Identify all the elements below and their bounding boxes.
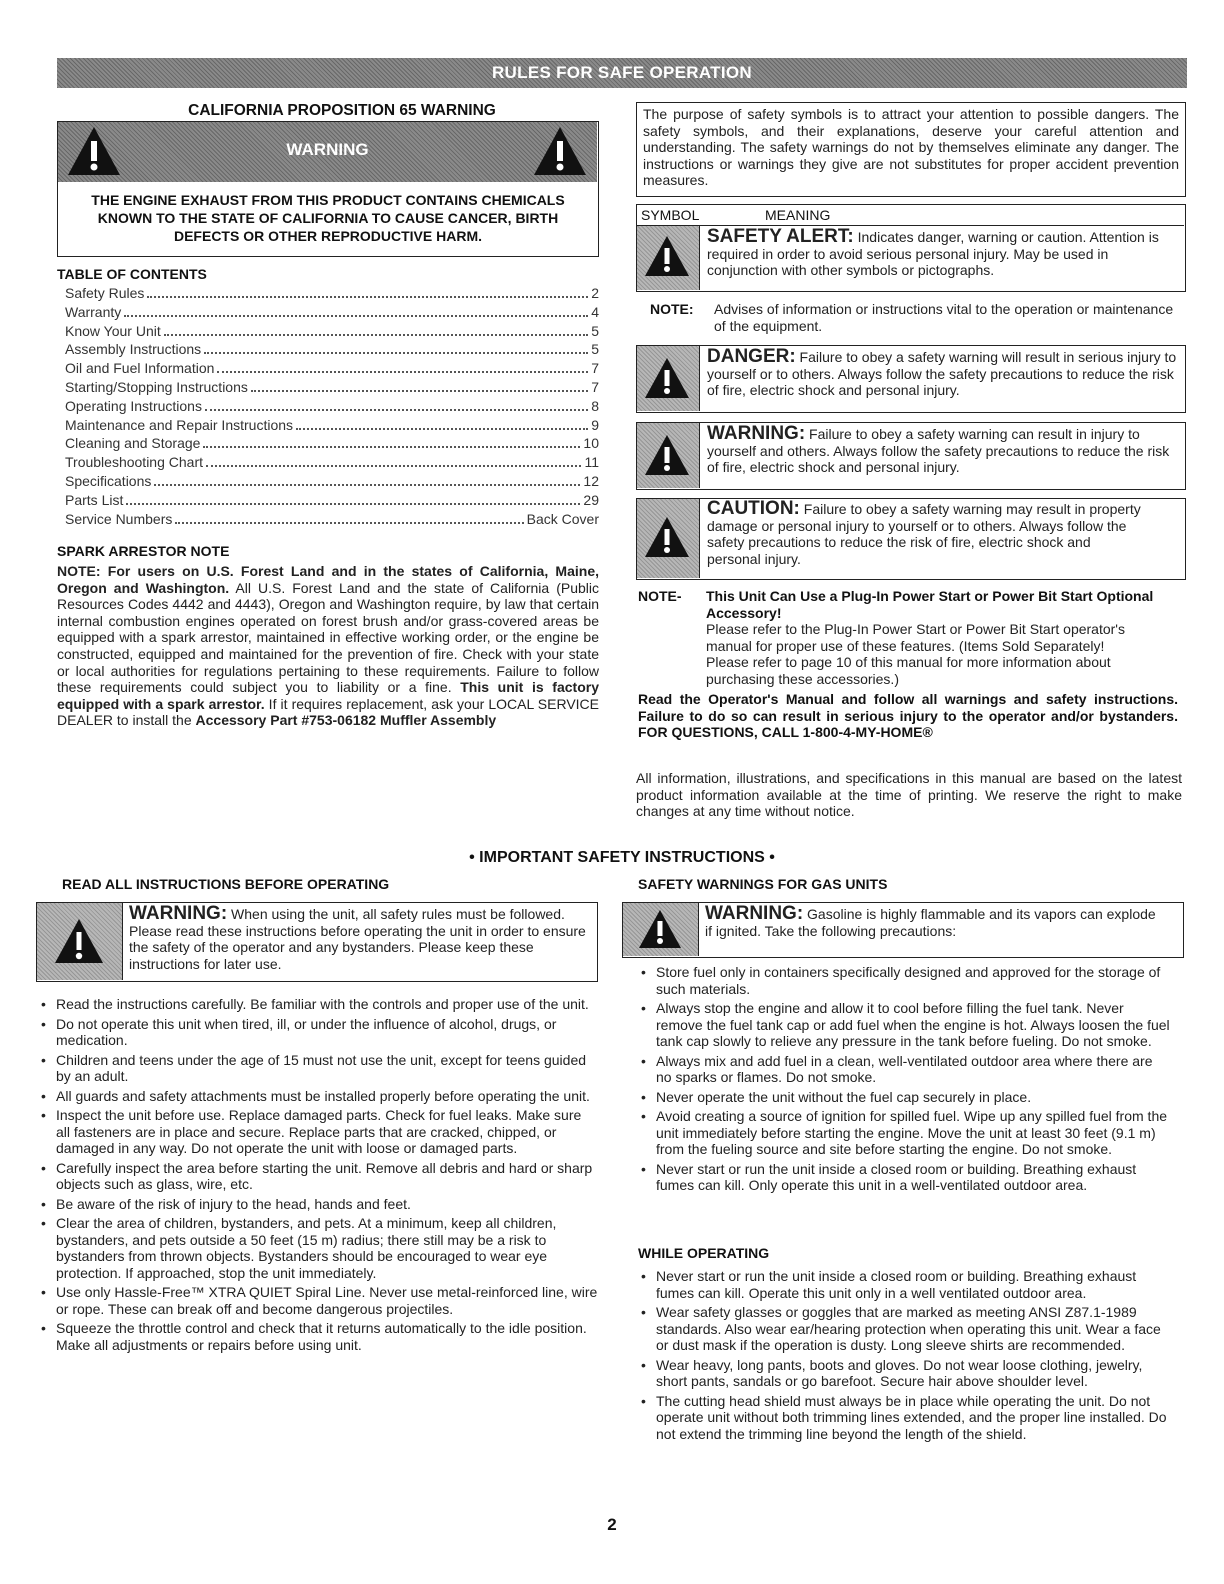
safety-alert-icon: [643, 234, 691, 278]
toc-label: Specifications: [65, 472, 152, 489]
toc-page: 5: [591, 322, 599, 339]
right-warning-box: [622, 902, 1184, 958]
list-item: • Be aware of the risk of injury to the head, hands and feet.: [38, 1196, 598, 1213]
page-number: 2: [607, 1515, 617, 1534]
right-warning-text: Gasoline is highly flammable and its vapors can explode if ignited. Take the following precautions:: [705, 906, 1156, 939]
prop65-warning-text: THE ENGINE EXHAUST FROM THIS PRODUCT CONTAINS CHEMICALS KNOWN TO THE STATE OF CALIFORNIA TO CAUSE CANCER, BIRTH DEFECTS OR OTHER REPRODUCTIVE HARM.: [91, 192, 565, 244]
list-item: • Always stop the engine and allow it to cool before filling the fuel tank. Never remove the fuel tank cap or add fuel when the engine is hot. Always loosen the fuel tank cap slowly to relieve any pressure in the tank before fueling. Do not smoke.: [638, 1000, 1170, 1050]
toc-row: [65, 454, 599, 473]
spark-body-1: All U.S. Forest Land and the state of California (Public Resources Codes 4442 and 4443), Oregon and Washington require, by law that certain internal combustion engines operated on forest brush and/or grass-covered areas be equipped with a spark arrestor, maintained in effective working order, or the engine be constructed, equipped and maintained for the prevention of fire. Check with your state or local authorities for regulations pertaining to these requirements. Failure to follow these requirements could subject you to liability or a fine.: [57, 579, 599, 696]
caution-word: CAUTION:: [707, 498, 800, 519]
toc-leader: [251, 390, 588, 392]
spark-note-body: [57, 563, 599, 729]
note2-bold: This Unit Can Use a Plug-In Power Start or Power Bit Start Optional Accessory!: [706, 588, 1154, 621]
warning-symbol-panel: [637, 423, 700, 488]
left-instructions-list: [38, 996, 598, 1356]
note2-label: NOTE-: [638, 588, 682, 604]
spark-bold-intro: NOTE: For users on U.S. Forest Land and in the states of California, Maine, Oregon and Washington.: [57, 563, 599, 596]
caution-text: Failure to obey a safety warning may result in property damage or personal injury to yourself or to others. Always follow the safety precautions to reduce the risk of fire, electric shock and personal injury.: [707, 501, 1141, 567]
toc-row: [65, 323, 599, 342]
warning-alert-icon: [53, 917, 105, 965]
while-operating-list: [638, 1268, 1176, 1445]
list-item: • Never operate the unit without the fuel cap securely in place.: [638, 1089, 1170, 1106]
toc-leader: [203, 446, 580, 448]
toc-label: Warranty: [65, 303, 122, 320]
toc-row: [65, 435, 599, 454]
danger-symbol-panel: [637, 346, 700, 411]
toc-leader: [205, 409, 588, 411]
symbols-intro-text: The purpose of safety symbols is to attract your attention to possible dangers. The safety symbols, and their explanations, deserve your careful attention and understanding. The safety warnings do not by themselves eliminate any danger. The instructions or warnings they give are not substitutes for proper accident prevention measures.: [643, 106, 1179, 189]
left-warning-meaning: [129, 903, 591, 972]
danger-alert-icon: [643, 356, 691, 400]
prop65-warning-box: [57, 121, 599, 257]
table-of-contents: [65, 285, 599, 529]
toc-heading: TABLE OF CONTENTS: [57, 266, 207, 282]
right-warning-meaning: [705, 903, 1165, 939]
toc-page: Back Cover: [526, 510, 599, 527]
section-banner: [57, 58, 1187, 88]
list-item: • Never start or run the unit inside a closed room or building. Breathing exhaust fumes can kill. Operate this unit only in a well ventilated outdoor area.: [638, 1268, 1176, 1301]
left-warning-word: WARNING:: [129, 903, 228, 924]
warning-meaning: [707, 423, 1181, 476]
toc-page: 9: [591, 416, 599, 433]
toc-label: Troubleshooting Chart: [65, 454, 204, 471]
note2-text: Please refer to the Plug-In Power Start or Power Bit Start operator's manual for proper use of these features. (Items Sold Separately! Please refer to page 10 of this manual for more information about purchasing these accessories.): [706, 621, 1125, 687]
spark-heading: SPARK ARRESTOR NOTE: [57, 543, 230, 559]
note-text: Advises of information or instructions vital to the operation or maintenance of the equipment.: [714, 301, 1174, 334]
col-meaning: MEANING: [765, 207, 831, 223]
list-item: • Wear safety glasses or goggles that are marked as meeting ANSI Z87.1-1989 standards. Also wear ear/hearing protection when operating this unit. Wear a face or dust mask if the operation is dusty. Long sleeve shirts are recommended.: [638, 1304, 1176, 1354]
warning-alert-icon: [637, 908, 683, 950]
symbol-table-header: [637, 205, 1184, 226]
list-item: • Inspect the unit before use. Replace damaged parts. Check for fuel leaks. Make sure all fasteners are in place and secure. Replace parts that are cracked, chipped, or damaged in any way. Do not operate the unit with loose or damaged parts.: [38, 1107, 598, 1157]
toc-page: 29: [583, 491, 599, 508]
right-heading: SAFETY WARNINGS FOR GAS UNITS: [638, 876, 888, 892]
caution-alert-icon: [643, 515, 691, 559]
note2-block: [706, 588, 1156, 687]
toc-label: Cleaning and Storage: [65, 435, 201, 452]
toc-label: Know Your Unit: [65, 322, 161, 339]
col-symbol: SYMBOL: [641, 207, 700, 223]
while-operating-heading: WHILE OPERATING: [638, 1245, 770, 1261]
safety-alert-symbol-panel: [637, 226, 700, 290]
prop65-warning-bar: [58, 122, 597, 182]
symbols-intro-box: [636, 102, 1186, 197]
danger-meaning: [707, 346, 1181, 399]
list-item: • Children and teens under the age of 15 must not use the unit, except for teens guided by an adult.: [38, 1052, 598, 1085]
warning-alert-icon: [643, 433, 691, 477]
toc-row: [65, 511, 599, 530]
toc-row: [65, 379, 599, 398]
toc-row: [65, 492, 599, 511]
list-item: • Avoid creating a source of ignition for spilled fuel. Wipe up any spilled fuel from the unit immediately before starting the engine. Move the unit at least 30 feet (9.1 m) from the fueling source and site before starting the engine. Do not smoke.: [638, 1108, 1170, 1158]
toc-page: 10: [583, 435, 599, 452]
toc-leader: [124, 315, 588, 317]
caution-symbol-panel: [637, 499, 700, 578]
warning-text: Failure to obey a safety warning can result in injury to yourself and others. Always follow the safety precautions to reduce the risk of fire, electric shock and personal injury.: [707, 426, 1170, 475]
spark-bold-end: Accessory Part #753-06182 Muffler Assembly: [195, 712, 497, 729]
toc-row: [65, 285, 599, 304]
warning-box: [636, 422, 1186, 490]
left-warning-symbol-panel: [37, 903, 123, 980]
toc-label: Oil and Fuel Information: [65, 360, 215, 377]
prop65-warning-label: WARNING: [286, 140, 369, 159]
caution-meaning: [707, 498, 1147, 567]
spark-bold-mid: This unit is factory equipped with a spark arrestor.: [57, 679, 599, 712]
list-item: • The cutting head shield must always be in place while operating the unit. Do not operate unit without both trimming lines extended, and the proper line installed. Do not extend the trimming line beyond the length of the shield.: [638, 1393, 1176, 1443]
warning-triangle-icon: [532, 125, 588, 177]
list-item: • All guards and safety attachments must be installed properly before operating the unit.: [38, 1088, 598, 1105]
caution-box: [636, 498, 1186, 580]
list-item: • Store fuel only in containers specifically designed and approved for the storage of such materials.: [638, 964, 1170, 997]
right-warning-symbol-panel: [623, 903, 699, 956]
toc-label: Safety Rules: [65, 285, 145, 301]
toc-leader: [204, 352, 588, 354]
note-label: NOTE:: [650, 301, 694, 317]
toc-row: [65, 417, 599, 436]
toc-leader: [296, 428, 588, 430]
warning-word: WARNING:: [707, 423, 806, 444]
list-item: • Read the instructions carefully. Be familiar with the controls and proper use of the unit.: [38, 996, 598, 1013]
toc-leader: [126, 503, 580, 505]
list-item: • Squeeze the throttle control and check that it returns automatically to the idle position. Make all adjustments or repairs before using unit.: [38, 1320, 598, 1353]
symbol-table: [636, 204, 1186, 292]
left-heading: READ ALL INSTRUCTIONS BEFORE OPERATING: [62, 876, 390, 892]
safety-alert-meaning: [707, 226, 1177, 279]
spark-body-2: If it requires replacement, ask your LOCAL SERVICE DEALER to install the: [57, 695, 599, 729]
toc-page: 5: [591, 341, 599, 358]
toc-page: 4: [591, 303, 599, 320]
toc-leader: [147, 296, 588, 298]
list-item: • Carefully inspect the area before starting the unit. Remove all debris and hard or sharp objects such as glass, wire, etc.: [38, 1160, 598, 1193]
toc-page: 7: [591, 360, 599, 377]
toc-label: Parts List: [65, 491, 124, 508]
toc-page: 8: [591, 397, 599, 414]
toc-label: Service Numbers: [65, 510, 173, 527]
toc-label: Assembly Instructions: [65, 341, 202, 358]
right-warning-word: WARNING:: [705, 903, 804, 924]
list-item: • Use only Hassle-Free™ XTRA QUIET Spiral Line. Never use metal-reinforced line, wire or rope. These can break off and become dangerous projectiles.: [38, 1284, 598, 1317]
toc-label: Maintenance and Repair Instructions: [65, 416, 294, 433]
toc-page: 2: [591, 285, 599, 301]
important-title: • IMPORTANT SAFETY INSTRUCTIONS •: [469, 849, 775, 866]
list-item: • Always mix and add fuel in a clean, well-ventilated outdoor area where there are no sparks or flames. Do not smoke.: [638, 1053, 1170, 1086]
toc-label: Starting/Stopping Instructions: [65, 378, 248, 395]
left-warning-box: [36, 902, 598, 982]
read-manual-warning: Read the Operator's Manual and follow all warnings and safety instructions. Failure to do so can result in serious injury to the operator and/or bystanders. FOR QUESTIONS, CALL 1-800-4-MY-HOME®: [638, 691, 1178, 740]
right-instructions-list: [638, 964, 1170, 1197]
list-item: • Wear heavy, long pants, boots and gloves. Do not wear loose clothing, jewelry, short pants, sandals or go barefoot. Secure hair above shoulder level.: [638, 1357, 1176, 1390]
banner-title: RULES FOR SAFE OPERATION: [491, 63, 752, 82]
danger-word: DANGER:: [707, 346, 796, 367]
toc-row: [65, 360, 599, 379]
toc-leader: [175, 522, 523, 524]
toc-row: [65, 473, 599, 492]
toc-label: Operating Instructions: [65, 397, 202, 414]
toc-leader: [217, 371, 588, 373]
toc-row: [65, 304, 599, 323]
toc-page: 12: [583, 472, 599, 489]
left-warning-text: When using the unit, all safety rules must be followed. Please read these instructions before operating the unit in order to ensure the safety of the operator and any bystanders. Please keep these instructions for later use.: [129, 906, 586, 972]
toc-leader: [164, 334, 588, 336]
safety-alert-text: Indicates danger, warning or caution. Attention is required in order to avoid serious personal injury. May be used in conjunction with other symbols or pictographs.: [707, 229, 1159, 278]
disclaimer-text: All information, illustrations, and specifications in this manual are based on the latest product information available at the time of printing. We reserve the right to make changes at any time without notice.: [636, 770, 1182, 819]
prop65-heading: CALIFORNIA PROPOSITION 65 WARNING: [188, 102, 496, 119]
danger-box: [636, 345, 1186, 413]
danger-text: Failure to obey a safety warning will result in serious injury to yourself or to others. Always follow the safety precautions to reduce the risk of fire, electric shock and personal injury.: [707, 349, 1177, 398]
toc-page: 7: [591, 378, 599, 395]
safety-alert-word: SAFETY ALERT:: [707, 226, 854, 247]
list-item: • Do not operate this unit when tired, ill, or under the influence of alcohol, drugs, or medication.: [38, 1016, 598, 1049]
list-item: • Clear the area of children, bystanders, and pets. At a minimum, keep all children, bystanders, and pets outside a 50 feet (15 m) radius; there still may be a risk to bystanders from thrown objects. Bystanders should be encouraged to wear eye protection. If approached, stop the unit immediately.: [38, 1215, 598, 1281]
toc-row: [65, 341, 599, 360]
toc-row: [65, 398, 599, 417]
toc-leader: [154, 484, 580, 486]
list-item: • Never start or run the unit inside a closed room or building. Breathing exhaust fumes can kill. Only operate this unit in a well-ventilated outdoor area.: [638, 1161, 1170, 1194]
toc-page: 11: [584, 454, 599, 471]
toc-leader: [206, 465, 581, 467]
